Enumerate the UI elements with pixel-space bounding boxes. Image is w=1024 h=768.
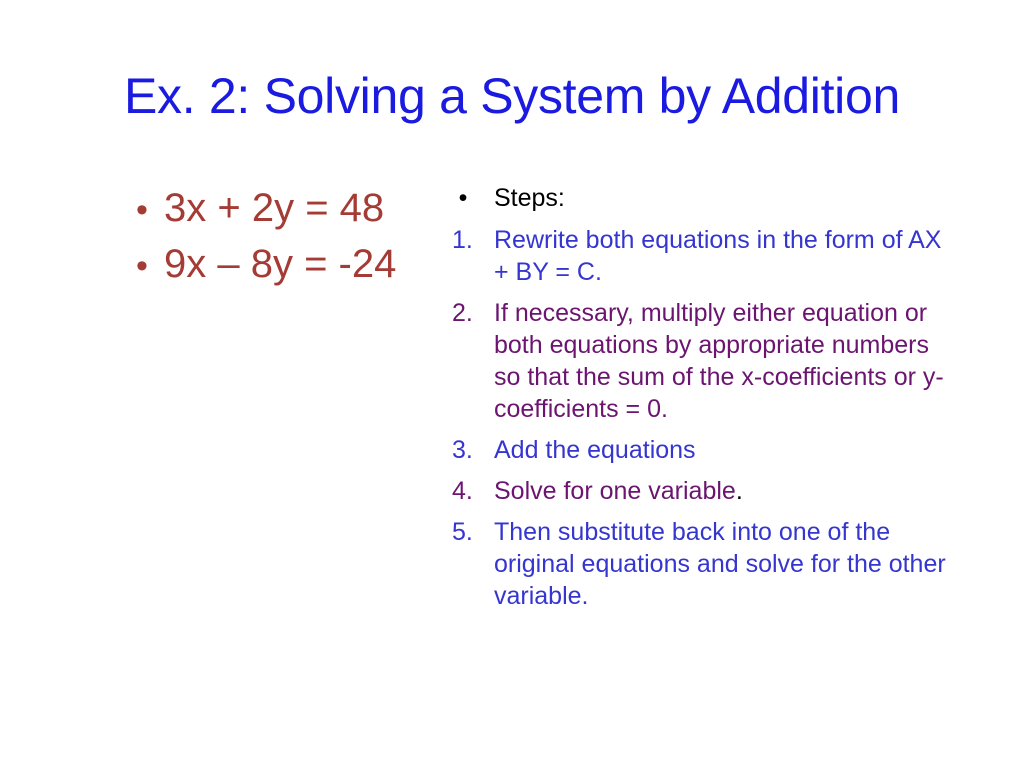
step-item [452, 516, 962, 612]
step-text: Then substitute back into one of the original equations and solve for the other variable. [494, 518, 946, 610]
step-item [452, 297, 962, 425]
step-number: 5. [452, 518, 473, 546]
steps-heading-text: Steps: [494, 184, 565, 212]
step-number: 2. [452, 299, 473, 327]
slide-title: Ex. 2: Solving a System by Addition [123, 68, 901, 124]
bullet-icon: • [458, 184, 468, 212]
equation-list [120, 180, 450, 292]
bullet-icon: • [136, 247, 148, 285]
equation-text: 3x + 2y = 48 [164, 186, 385, 230]
equation-text: 9x – 8y = -24 [164, 242, 397, 286]
step-item [452, 475, 962, 507]
steps-heading [452, 182, 962, 214]
steps-list [452, 182, 962, 621]
bullet-icon: • [136, 191, 148, 229]
step-number: 1. [452, 226, 473, 254]
step-trailing-punctuation: . [735, 477, 743, 505]
step-text: If necessary, multiply either equation or both equations by appropriate numbers so that the sum of the x-coefficients or y-coefficients = 0. [494, 299, 944, 423]
step-number: 4. [452, 477, 473, 505]
step-text: Solve for one variable [494, 477, 736, 505]
equation-item [120, 236, 450, 292]
equation-item [120, 180, 450, 236]
step-number: 3. [452, 436, 473, 464]
step-item [452, 224, 962, 288]
step-item [452, 434, 962, 466]
step-text: Rewrite both equations in the form of AX + BY = C. [494, 226, 942, 286]
step-text: Add the equations [494, 436, 696, 464]
